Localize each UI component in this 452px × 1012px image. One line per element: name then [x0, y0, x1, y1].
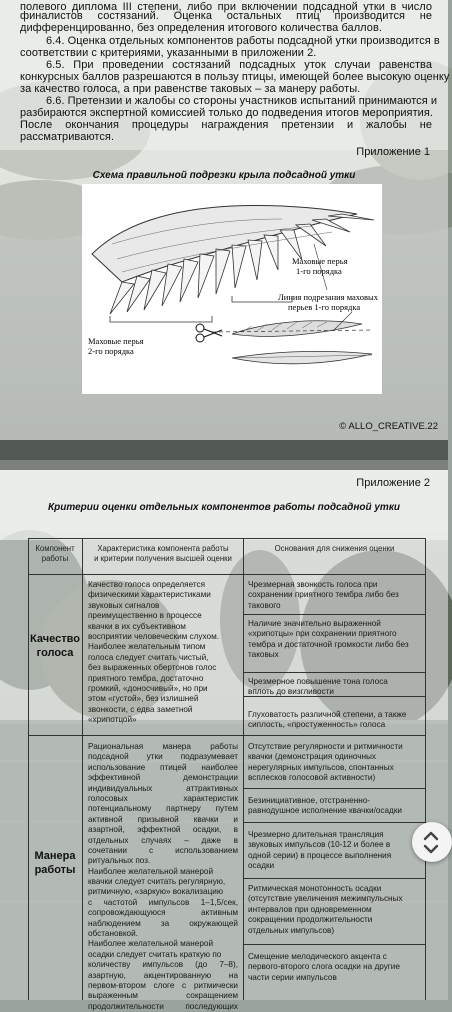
reason-item: Глуховатость различной степени, а также сиплость, «простуженность» голоса: [248, 710, 407, 730]
reason-item: Чрезмерно длительная трансляция звуковых импульсов (10-12 и более в одной серии) в процессе выполнения осадки: [248, 830, 392, 871]
label-primary: 1-го порядка: [296, 266, 342, 276]
scroll-button[interactable]: [412, 822, 452, 862]
component-manner: Манера работы: [34, 850, 76, 876]
reason-item: Безинициативное, отстраненно- равнодушное исполнение квачки/осадки: [248, 796, 402, 816]
photo-credit: © ALLO_CREATIVE.22: [339, 421, 438, 432]
header-characteristic: Характеристика компонента работы и критерии получения высшей оценки: [94, 544, 232, 563]
scissors-icon: [196, 324, 222, 342]
characteristic-voice: Качество голоса определяется физическими характеристиками звуковых сигналов преимущественно в процессе квачки в их субъективном восприятии человеческим слухом. Наиболее желательным типом голоса следует считать чистый, без выраженных обертонов голос приятного тембра, достаточно громкий, «доносчивый», но при этом «густой», без излишней звонкости, с едва заметной «хрипотцой»: [88, 580, 219, 725]
label-cut-line: перьев 1-го порядка: [288, 302, 361, 312]
reason-item: Смещение мелодического акцента с первого-второго слога осадки на другие части серии импульсов: [248, 952, 400, 982]
intro-line: финалистов состязаний. Оценка остальных птиц производится не: [20, 10, 432, 22]
component-voice: Качество голоса: [30, 633, 80, 659]
reason-item: Чрезмерная звонкость голоса при сохранении приятного тембра либо без такового: [248, 580, 399, 610]
intro-line: полевого диплома III степени, либо при включении подсадной утки в число: [20, 1, 432, 13]
reason-item: Отсутствие регулярности и ритмичности квачки (демонстрация одиночных нерегулярных импульсов, спонтанных всплесков голосовой активности): [248, 742, 403, 783]
wing-drawing: [82, 184, 382, 394]
characteristic-manner: Рациональная манера работы подсадной утки подразумевает использование птицей наиболее эффективной демонстрации индивидуальных аттрактивных голосовых характеристик потенциальному партнеру путем активной призывной квачки и азартной, эффектной осадки, в отдельных случаях – даже в сочетании с использованием ритуальных поз. Наиболее желательной манерой квачки следует считать регулярную, ритмичную, «заркую» вокализацию с частотой импульсов 1–1,5/сек, сопровождающуюся активным наблюдением за окружающей обстановкой. Наиболее желательной манерой осадки следует считать краткую по количеству импульсов (до 7–8), азартную, акцентированную на первом-втором слоге с ритмически выраженным сокращением продолжительности последующих: [88, 742, 238, 1011]
wing-figure: [82, 184, 382, 394]
intro-line: разбираются экспертной комиссией только до подведения итогов мероприятия.: [20, 107, 433, 119]
reason-item: Наличие значительно выраженной «хрипотцы» при сохранении приятного тембра и достаточной громкости либо без таковых: [248, 619, 409, 660]
intro-line: После окончания процедуры награждения претензии и жалобы не: [20, 119, 432, 131]
appendix-2-label: Приложение 2: [356, 477, 430, 489]
criteria-title: Критерии оценки отдельных компонентов работы подсадной утки: [47, 502, 400, 513]
intro-line: 6.5. При проведении состязаний подсадных уток случаи равенства: [46, 59, 432, 71]
intro-text: [0, 0, 448, 152]
intro-line: конкурсных баллов разрешаются в пользу птицы, имеющей более высокую оценку: [20, 71, 450, 83]
intro-line: рассматриваются.: [20, 131, 115, 143]
label-secondary: 2-го порядка: [88, 346, 134, 356]
label-cut-line: Линия подрезания маховых: [278, 292, 378, 302]
intro-line: 6.6. Претензии и жалобы со стороны участников испытаний принимаются и: [46, 95, 438, 107]
schema-title: Схема правильной подрезки крыла подсадной утки: [92, 170, 356, 181]
appendix-1-label: Приложение 1: [356, 146, 430, 158]
intro-line: дифференцированно, без определения итогового количества баллов.: [20, 22, 382, 34]
label-primary: Маховые перья: [292, 256, 348, 266]
intro-line: соответствии с критериями, указанными в приложении 2.: [20, 47, 317, 59]
header-component: Компонент работы: [35, 544, 75, 563]
label-secondary: Маховые перья: [88, 336, 144, 346]
reason-item: Чрезмерное повышение тона голоса вплоть до визгливости: [248, 677, 388, 697]
criteria-table: [28, 538, 426, 1011]
intro-line: за качество голоса, а при равенстве таковых – за манеру работы.: [20, 83, 361, 95]
intro-line: 6.4. Оценка отдельных компонентов работы подсадной утки производится в: [46, 35, 440, 47]
reason-item: Ритмическая монотонность осадки (отсутствие увеличения межимпульсных интервалов при одновременном сокращении продолжительности отдельных импульсов): [248, 884, 403, 935]
scroll-arrows-icon: [412, 822, 452, 862]
header-reasons: Основания для снижения оценки: [274, 544, 395, 553]
